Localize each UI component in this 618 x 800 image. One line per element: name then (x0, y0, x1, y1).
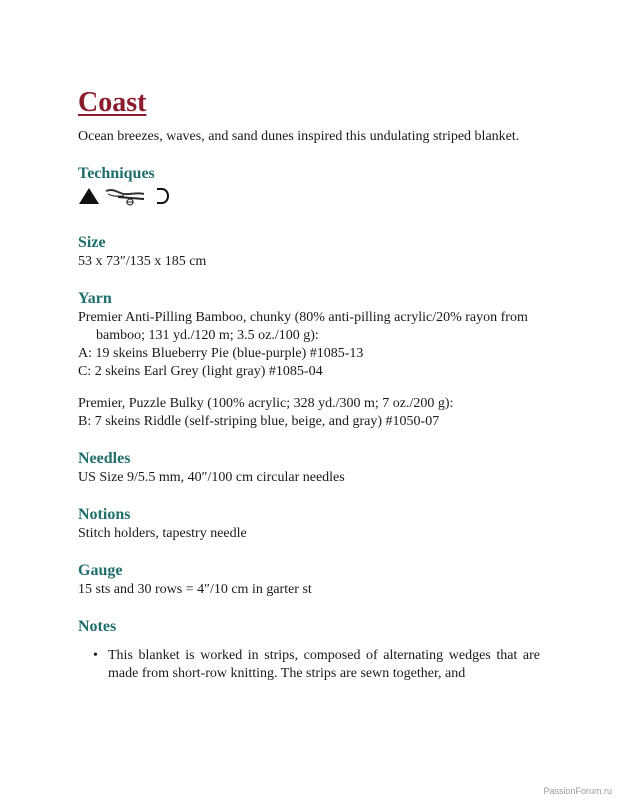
yarn-heading: Yarn (78, 290, 112, 307)
notes-section (78, 617, 540, 683)
list-item (78, 647, 540, 683)
hook-icon (154, 186, 170, 211)
pattern-title: Coast (78, 87, 147, 118)
needles-text: US Size 9/5.5 mm, 40″/100 cm circular needles (78, 470, 345, 485)
notes-list (78, 647, 540, 683)
techniques-heading: Techniques (78, 165, 155, 182)
yarn-color-a: A: 19 skeins Blueberry Pie (blue-purple) #1085-13 (78, 346, 364, 361)
size-section (78, 233, 540, 271)
watermark: PassionForum.ru (543, 786, 612, 796)
techniques-section (78, 164, 540, 211)
notions-text: Stitch holders, tapestry needle (78, 526, 247, 541)
gauge-heading: Gauge (78, 562, 123, 579)
pattern-intro: Ocean breezes, waves, and sand dunes inspired this undulating striped blanket. (78, 129, 520, 144)
notes-heading: Notes (78, 618, 117, 635)
short-row-needle-icon (104, 185, 148, 212)
notions-section (78, 505, 540, 543)
size-text: 53 x 73″/135 x 185 cm (78, 254, 207, 269)
yarn-section (78, 289, 540, 431)
pattern-page (78, 86, 540, 683)
yarn-color-c: C: 2 skeins Earl Grey (light gray) #1085-04 (78, 364, 323, 379)
needles-heading: Needles (78, 450, 131, 467)
needles-section (78, 449, 540, 487)
notions-heading: Notions (78, 506, 131, 523)
gauge-section (78, 561, 540, 599)
bullet-icon: • (93, 648, 98, 663)
note-text: This blanket is worked in strips, composed of alternating wedges that are made from short-row knitting. The strips are sewn together, and (108, 648, 540, 681)
yarn-1-description: Premier Anti-Pilling Bamboo, chunky (80% anti-pilling acrylic/20% rayon from bamboo; 131 yd./120 m; 3.5 oz./100 g): (78, 310, 528, 343)
size-heading: Size (78, 234, 106, 251)
technique-icons (78, 185, 540, 211)
yarn-2-description: Premier, Puzzle Bulky (100% acrylic; 328 yd./300 m; 7 oz./200 g): (78, 396, 454, 411)
triangle-icon (78, 187, 100, 210)
gauge-text: 15 sts and 30 rows = 4″/10 cm in garter st (78, 582, 312, 597)
yarn-color-b: B: 7 skeins Riddle (self-striping blue, beige, and gray) #1050-07 (78, 414, 440, 429)
